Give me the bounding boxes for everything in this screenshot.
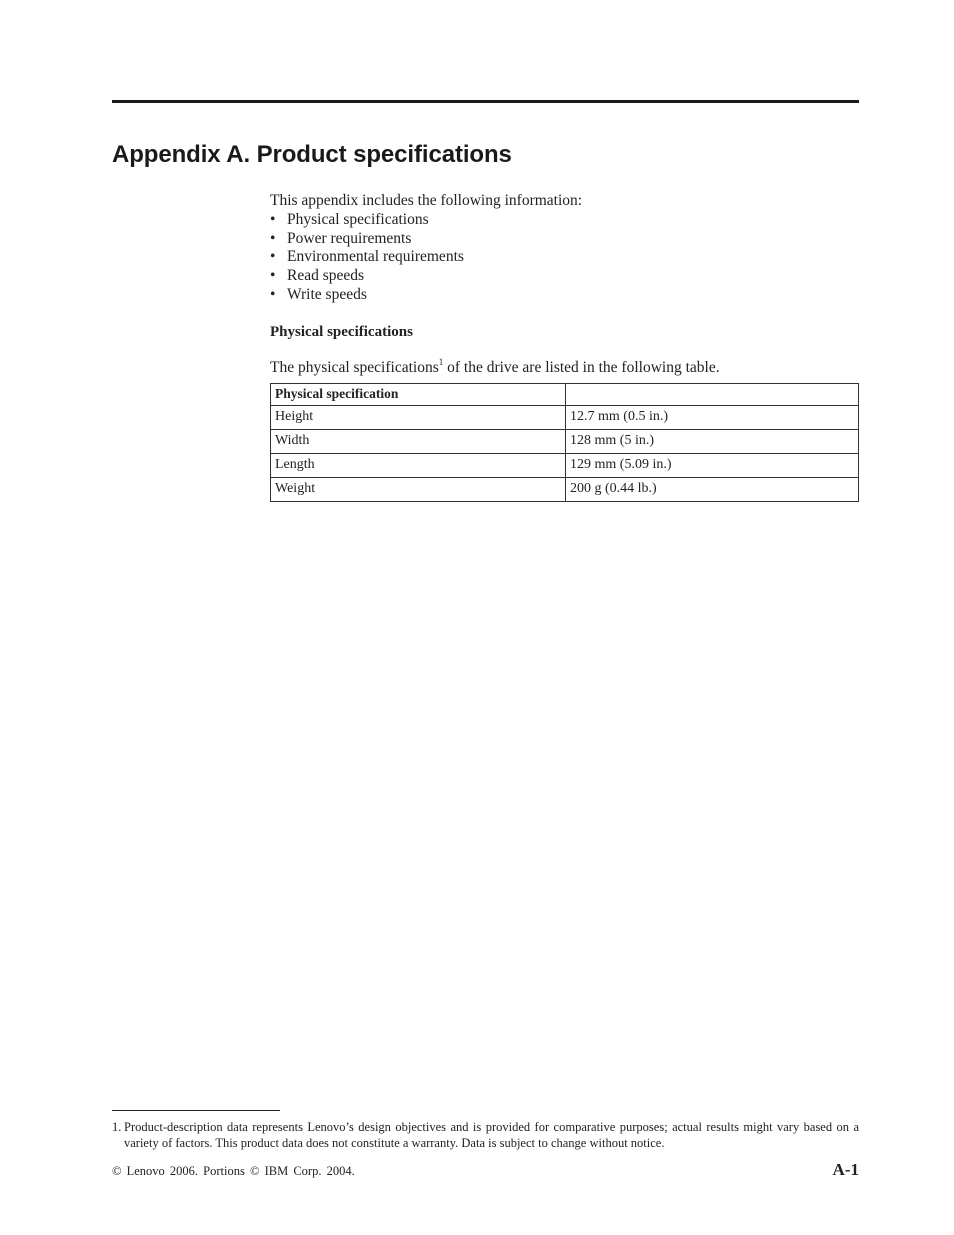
list-item bbox=[270, 286, 859, 305]
intro-text: This appendix includes the following information: bbox=[270, 192, 583, 209]
body-content bbox=[270, 192, 859, 502]
table-header-cell bbox=[566, 383, 859, 405]
table-cell-label: Weight bbox=[271, 477, 566, 501]
footnote-number: 1. bbox=[112, 1120, 122, 1134]
list-item bbox=[270, 211, 859, 230]
table-row bbox=[271, 453, 859, 477]
list-item bbox=[270, 230, 859, 249]
table-cell-value: 12.7 mm (0.5 in.) bbox=[566, 405, 859, 429]
spec-table bbox=[270, 383, 859, 502]
footnote-text: Product-description data represents Lenovo’s design objectives and is provided for comparative purposes; actual results might vary based on a variety of factors. This product data does not constitute a warranty. Data is subject to change without notice. bbox=[124, 1120, 859, 1150]
bullet-icon: • bbox=[270, 267, 276, 285]
spec-intro-text bbox=[270, 356, 859, 378]
footnote-divider bbox=[112, 1110, 280, 1111]
table-cell-value: 129 mm (5.09 in.) bbox=[566, 453, 859, 477]
list-item-label: Power requirements bbox=[287, 229, 412, 247]
page-title: Appendix A. Product specifications bbox=[112, 141, 512, 168]
spec-intro-after: of the drive are listed in the following table. bbox=[443, 358, 720, 376]
table-cell-label: Length bbox=[271, 453, 566, 477]
list-item-label: Write speeds bbox=[287, 285, 367, 303]
top-rule bbox=[112, 100, 859, 103]
copyright-notice: © Lenovo 2006. Portions © IBM Corp. 2004. bbox=[112, 1164, 355, 1178]
bullet-icon: • bbox=[270, 248, 276, 266]
list-item-label: Read speeds bbox=[287, 267, 365, 285]
table-cell-value: 200 g (0.44 lb.) bbox=[566, 477, 859, 501]
list-item bbox=[270, 248, 859, 267]
bullet-icon: • bbox=[270, 210, 276, 228]
page-number: A-1 bbox=[832, 1160, 859, 1179]
table-header-cell: Physical specification bbox=[271, 383, 566, 405]
list-item-label: Environmental requirements bbox=[287, 248, 464, 266]
section-heading: Physical specifications bbox=[270, 323, 413, 340]
footnote-reference[interactable]: 1 bbox=[438, 356, 444, 367]
topic-list bbox=[270, 211, 859, 305]
footnote bbox=[112, 1119, 859, 1151]
spec-intro-before: The physical specifications bbox=[270, 358, 439, 376]
list-item-label: Physical specifications bbox=[287, 210, 429, 228]
table-row bbox=[271, 429, 859, 453]
bullet-icon: • bbox=[270, 229, 276, 247]
table-row bbox=[271, 405, 859, 429]
table-row bbox=[271, 477, 859, 501]
table-header-row bbox=[271, 383, 859, 405]
bullet-icon: • bbox=[270, 285, 276, 303]
table-cell-label: Height bbox=[271, 405, 566, 429]
list-item bbox=[270, 267, 859, 286]
table-cell-label: Width bbox=[271, 429, 566, 453]
table-cell-value: 128 mm (5 in.) bbox=[566, 429, 859, 453]
